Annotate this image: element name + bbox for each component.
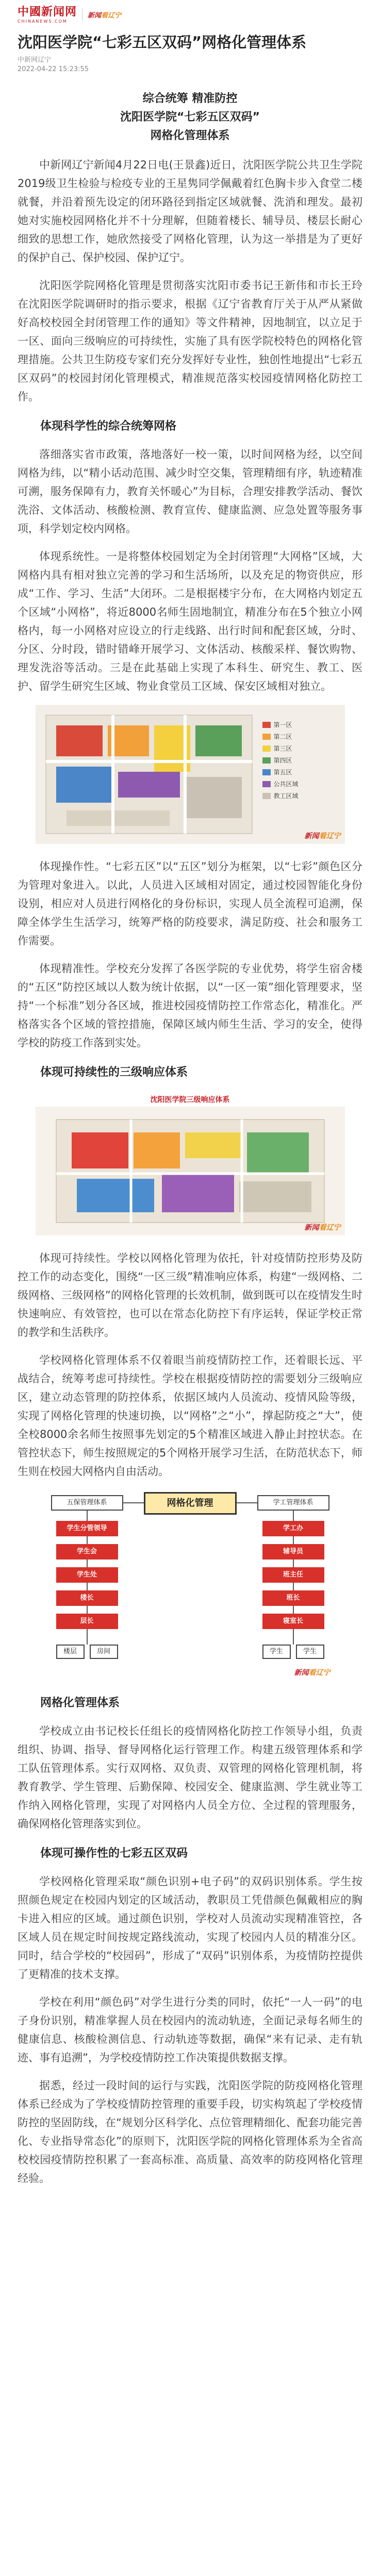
chart-node-left: 学生会 — [56, 1544, 118, 1560]
chart-node-bottom-left: 楼层 — [56, 1645, 85, 1659]
image-watermark — [305, 831, 341, 841]
chart-node-left: 层长 — [56, 1614, 118, 1629]
chart-connector — [123, 1502, 144, 1503]
paragraph: 体现可持续性。学校以网格化管理为依托，针对疫情防控形势及防控工作的动态变化，围绕“一区三级”精准响应体系，构建“一级网格、二级网格、三级网格”的网格化管理的长效机制，做到既可以在疫情发生时快速响应、有效管控，也可以在常态化防控下有序运转，保证学校正常的教学和生活秩序。 — [18, 1252, 362, 1338]
legend-swatch — [262, 722, 271, 728]
chart-node-bottom-right: 学生 — [296, 1645, 324, 1659]
response-map-title: 沈阳医学院三级响应体系 — [150, 1096, 230, 1104]
paragraph: 落细落实省市政策，落地落好一校一策，以时间网格为经，以空间网格为纬，以“精小话动范围、减少时空交集，管理精细有序，轨迹精准可溯，服务保障有力，教育关怀暖心”为目标，合理安排教学活动、餐饮洗浴、文体活动、核酸检测、教育宣传、健康监测、应急处置等服务事项，科学划定校内网格。 — [18, 448, 362, 535]
chart-node-left: 学生分管领导 — [56, 1521, 118, 1536]
chart-node-right: 辅导员 — [262, 1544, 324, 1560]
paragraph: 学校成立由书记校长任组长的疫情网格化防控工作领导小组，负责组织、协调、指导、督导网格化运行管理工作。构建五级管理体系和学工队伍管理体系。实行双网格、双负责、双管理的网格化管理机制，将教育教学、学生管理、后勤保障、校园安全、健康监测、学生就业等工作纳入网格化管理，实现了对网格内人员全方位、全过程的管理服务，确保网格化管理落实到位。 — [18, 1725, 362, 1830]
paragraph: 据悉，经过一段时间的运行与实践，沈阳医学院的防疫网格化管理体系已经成为了学校疫情防控管理的重要手段，切实构筑起了学校疫情防控的坚固防线，在“规划分区科学化、点位管理精细化、配套功能完善化、专业指导常态化”的原则下，沈阳医学院的网格化管理体系为全省高校校园疫情防控积累了一套高标准、高质量、高效率的防疫网格化管理经验。 — [18, 2079, 362, 2184]
legend-item — [262, 732, 335, 741]
chart-node-right: 寝室长 — [262, 1614, 324, 1629]
section-heading-3: 网格化管理体系 — [40, 1697, 120, 1709]
chart-node-left-system: 五保管理体系 — [51, 1495, 123, 1511]
legend-swatch — [262, 734, 271, 740]
network-management-chart — [46, 1490, 335, 1681]
legend-swatch — [262, 757, 271, 764]
intro-heading-line-2: 沈阳医学院“七彩五区双码” — [120, 111, 260, 124]
paragraph: 中新网辽宁新闻4月22日电(王景鑫)近日，沈阳医学院公共卫生学院 2019级卫生检验与检疫专业的王星隽同学佩戴着红色胸卡步入食堂二楼就餐，并沿着预先设定的闭环路径到指定区域就餐、洗消和理发。最初她对实施校园网格化并不十分理解，但随着楼长、辅导员、楼层长耐心细致的思想工作，她欣然接受了网格化管理，认为这一举措是为了更好的保护自己、保护校园、保护辽宁。 — [18, 159, 362, 264]
legend-label: 公共区域 — [273, 781, 299, 788]
paragraph: 沈阳医学院网格化管理是贯彻落实沈阳市委书记王新伟和市长王玲在沈阳医学院调研时的指示要求，根据《辽宁省教育厅关于从严从紧做好高校校园全封闭管理工作的通知》等文件精神，因地制宜，以立足于一区、面向三级响应的可持续性，实施了具有医学院校特色的网格化管理措施。公共卫生防疫专家们充分发挥好专业性，独创性地提出“七彩五区双码”的校园封闭化管理模式，精准规范落实校园疫情网格化防控工作。 — [18, 279, 362, 403]
channel-logo[interactable] — [88, 10, 121, 20]
paragraph: 体现操作性。“七彩五区”以“五区”划分为框架，以“七彩”颜色区分为管理对象进入。以此，人员进入区域相对固定，通过校园智能化身份设别，相应对人员进行网格化的身份标识，实现人员全流程可追溯，保障全体学生生活学习，统筹严格的防疫要求，满足防疫、社会和服务工作需要。 — [18, 860, 362, 947]
legend-item — [262, 756, 335, 765]
article-source: 中新网辽宁 — [18, 56, 52, 64]
paragraph: 学校在利用“颜色码”对学生进行分类的同时，依托“一人一码”的电子身份识别，精准掌握人员在校园内的流动轨迹，全面记录每名师生的健康信息、核酸检测信息、行动轨迹等数据，确保“来有记录、走有轨迹、事有追溯”，为学校疫情防控工作决策提供数据支撑。 — [18, 1996, 362, 2064]
legend-item — [262, 768, 335, 776]
brand-header — [18, 0, 362, 29]
brand-name: 中國新闻网 — [18, 5, 77, 19]
image-watermark — [294, 1667, 331, 1677]
legend-swatch — [262, 745, 271, 752]
legend-swatch — [262, 781, 271, 787]
section-heading-1: 体现科学性的综合统筹网格 — [40, 420, 177, 433]
article-title: 沈阳医学院“七彩五区双码”网格化管理体系 — [18, 33, 307, 51]
chart-node-right: 学工办 — [262, 1521, 324, 1536]
channel-logo-news: 新闻 — [88, 11, 102, 20]
campus-zone-map — [36, 705, 345, 844]
article-date: 2022-04-22 15:23:55 — [18, 65, 89, 73]
legend-label: 第四区 — [273, 757, 292, 764]
intro-heading-line-1: 综合统筹 精准防控 — [142, 92, 238, 105]
watermark-text: 新闻 — [304, 1224, 319, 1232]
brand-domain: CHINANEWS.COM — [18, 19, 68, 24]
chart-node-bottom-right: 学生 — [262, 1645, 291, 1659]
chart-node-right: 班长 — [262, 1590, 324, 1606]
chart-node-left: 学生处 — [56, 1567, 118, 1583]
legend-item — [262, 779, 335, 788]
chart-node-center: 网格化管理 — [144, 1492, 237, 1515]
legend-label: 第五区 — [273, 769, 292, 776]
chart-node-bottom-left: 房间 — [90, 1645, 118, 1659]
legend-label: 教工区域 — [273, 792, 299, 800]
channel-logo-liaoning: 看辽宁 — [101, 11, 122, 20]
watermark-text-accent: 看辽宁 — [319, 832, 341, 840]
chart-node-left: 楼长 — [56, 1590, 118, 1606]
intro-heading-line-3: 网格化管理体系 — [150, 129, 230, 142]
response-map-drawing — [36, 1091, 345, 1235]
legend-item — [262, 791, 335, 800]
chart-node-right: 班主任 — [262, 1567, 324, 1583]
legend-item — [262, 744, 335, 753]
legend-swatch — [262, 793, 271, 799]
campus-zone-map-figure — [18, 705, 362, 844]
watermark-text-accent: 看辽宁 — [308, 1669, 331, 1677]
paragraph: 学校网格化管理体系不仅着眼当前疫情防控工作，还着眼长远、平战结合，统筹考虑可持续性。学校在根据疫情防控的需要划分三级响应区，建立动态管理的防控体系，依据区域内人员流动、疫情风险等级，实现了网格化管理的快速切换，以“网格”之“小”，撑起防疫之“大”，使全校8000余名师生按照事先划定的5个精准区域进入静止封控状态。在管控状态下，师生按照规定的5个网格开展学习生活，在防范状态下，师生则在校园大网格内自由活动。 — [18, 1354, 362, 1478]
network-management-figure — [18, 1490, 362, 1681]
response-system-figure — [18, 1091, 362, 1235]
paragraph: 学校网格化管理采取“颜色识别+电子码”的双码识别体系。学生按照颜色规定在校园内划定的区域活动，教职员工凭借颜色佩戴相应的胸卡进入相应的区域。通过颜色识别，学校对人员流动实现精准管控，各区域人员在规定时间按规定路线流动，实现了校园内人员的精准分区。同时，结合学校的“校园码”，形成了“双码”识别体系，为疫情防控提供了更精准的技术支撑。 — [18, 1875, 362, 1980]
intro-heading — [18, 90, 362, 145]
paragraph: 体现精准性。学校充分发挥了各医学院的专业优势，将学生宿舍楼的“五区”防控区域以人数为统计依据，以“一区一策”细化管理要求，坚持“一个标准”划分各区域，推进校园疫情防控工作常态化，精准化。严格落实各个区域的管控措施，保障区域内师生生活、学习的安全，使得学校的防疫工作落到实处。 — [18, 962, 362, 1049]
legend-item — [262, 720, 335, 729]
legend-label: 第三区 — [273, 745, 292, 752]
chart-connector — [237, 1502, 257, 1503]
site-logo[interactable] — [18, 6, 77, 24]
image-watermark — [305, 1222, 341, 1232]
legend-label: 第一区 — [273, 721, 292, 728]
watermark-text: 新闻 — [304, 832, 319, 840]
chart-node-right-system: 学工管理体系 — [257, 1495, 329, 1511]
map-legend — [262, 720, 335, 803]
paragraph: 体现系统性。一是将整体校园划定为全封闭管理“大网格”区域，大网格内具有相对独立完善的学习和生活场所，以及充足的物资供应，形成“工作、学习、生活”大闭环。二是根据楼宇分布，在大网格内划定五个区域“小网格”，将近8000名师生固地制宜，精准分布在5个独立小网格内，每一小网格对应设立的行走线路、出行时间和配套区域，分时、分区、分时段，错时错峰开展学习、文体活动、核酸采样、餐饮购物、理发洗浴等活动。三是在此基础上实现了本科生、研究生、教工、医护、留学生研究生区域、物业食堂员工区域、保安区域相对独立。 — [18, 550, 362, 692]
response-system-map — [36, 1091, 345, 1235]
watermark-text: 新闻 — [294, 1669, 309, 1677]
legend-label: 第二区 — [273, 733, 292, 740]
watermark-text-accent: 看辽宁 — [319, 1224, 341, 1232]
section-heading-2: 体现可持续性的三级响应体系 — [40, 1066, 188, 1079]
legend-swatch — [262, 769, 271, 775]
section-heading-4: 体现可操作性的七彩五区双码 — [40, 1847, 188, 1860]
